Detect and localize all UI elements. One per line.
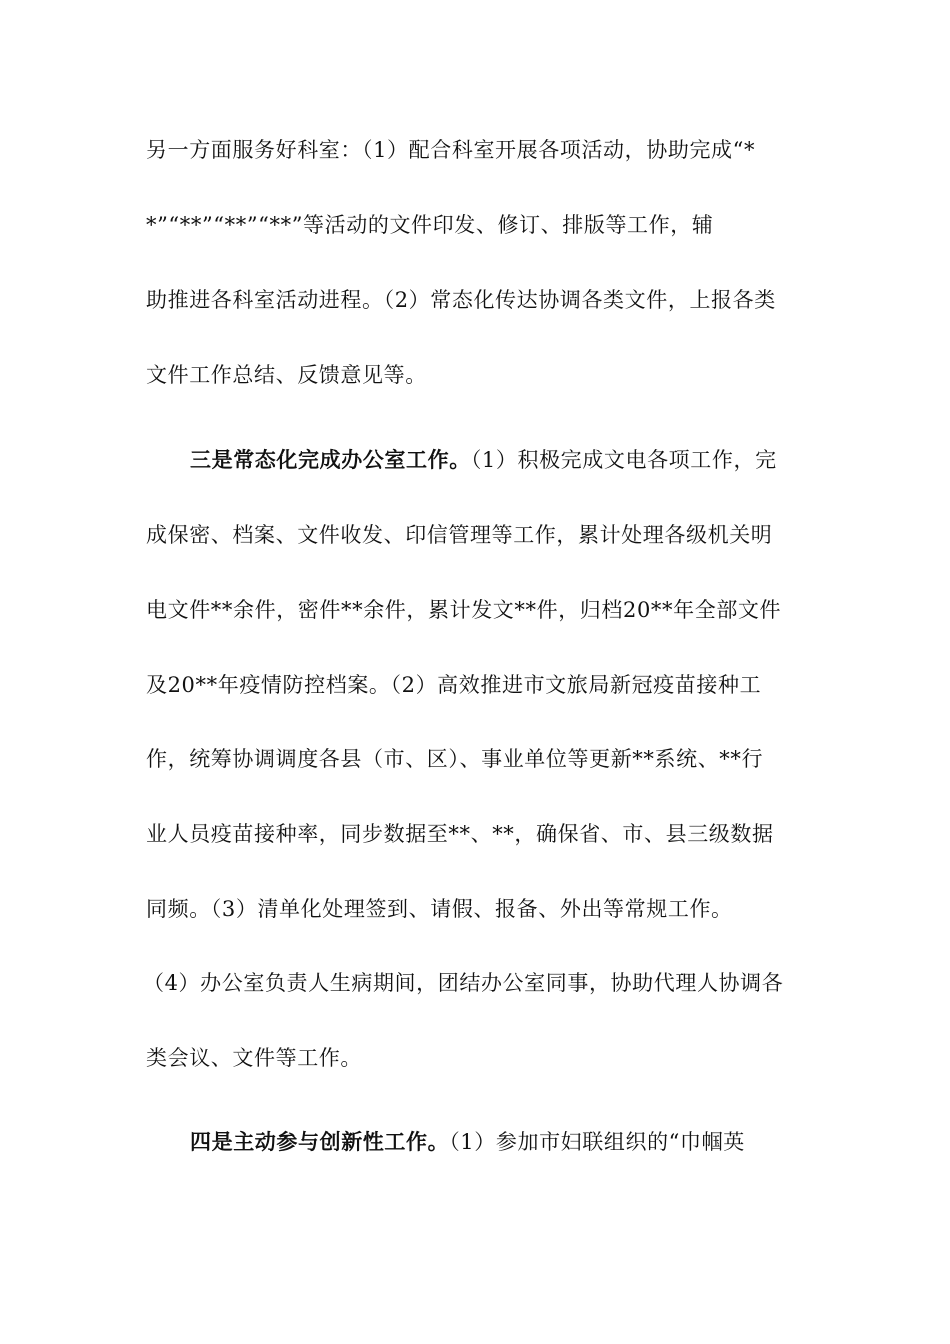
paragraph-heading: 三是常态化完成办公室工作。 [190, 447, 471, 472]
paragraph-first-line [190, 1127, 745, 1157]
paragraph-line: 作，统筹协调调度各县（市、区）、事业单位等更新**系统、**行 [146, 747, 764, 771]
paragraph-line: 电文件**余件，密件**余件，累计发文**件，归档20**年全部文件 [146, 598, 782, 622]
paragraph-line: 及20**年疫情防控档案。（2）高效推进市文旅局新冠疫苗接种工 [146, 673, 762, 697]
paragraph-line: *”“**”“**”“**”等活动的文件印发、修订、排版等工作，辅 [146, 213, 714, 237]
paragraph-line: 类会议、文件等工作。 [146, 1046, 362, 1070]
paragraph-text: （1）参加市妇联组织的“巾帼英 [449, 1130, 745, 1154]
paragraph-line: 同频。（3）清单化处理签到、请假、报备、外出等常规工作。 [146, 897, 733, 921]
paragraph-text: （1）积极完成文电各项工作，完 [470, 448, 777, 472]
paragraph-heading: 四是主动参与创新性工作。 [190, 1129, 450, 1154]
paragraph-line: 另一方面服务好科室：（1）配合科室开展各项活动，协助完成“* [146, 138, 756, 162]
paragraph-line: 文件工作总结、反馈意见等。 [146, 363, 427, 387]
paragraph-line: 成保密、档案、文件收发、印信管理等工作，累计处理各级机关明 [146, 523, 773, 547]
paragraph-line: （4）办公室负责人生病期间，团结办公室同事，协助代理人协调各 [143, 971, 784, 995]
paragraph-line: 助推进各科室活动进程。（2）常态化传达协调各类文件，上报各类 [146, 288, 776, 312]
paragraph-first-line [190, 445, 777, 475]
paragraph-line: 业人员疫苗接种率，同步数据至**、**，确保省、市、县三级数据 [146, 822, 774, 846]
